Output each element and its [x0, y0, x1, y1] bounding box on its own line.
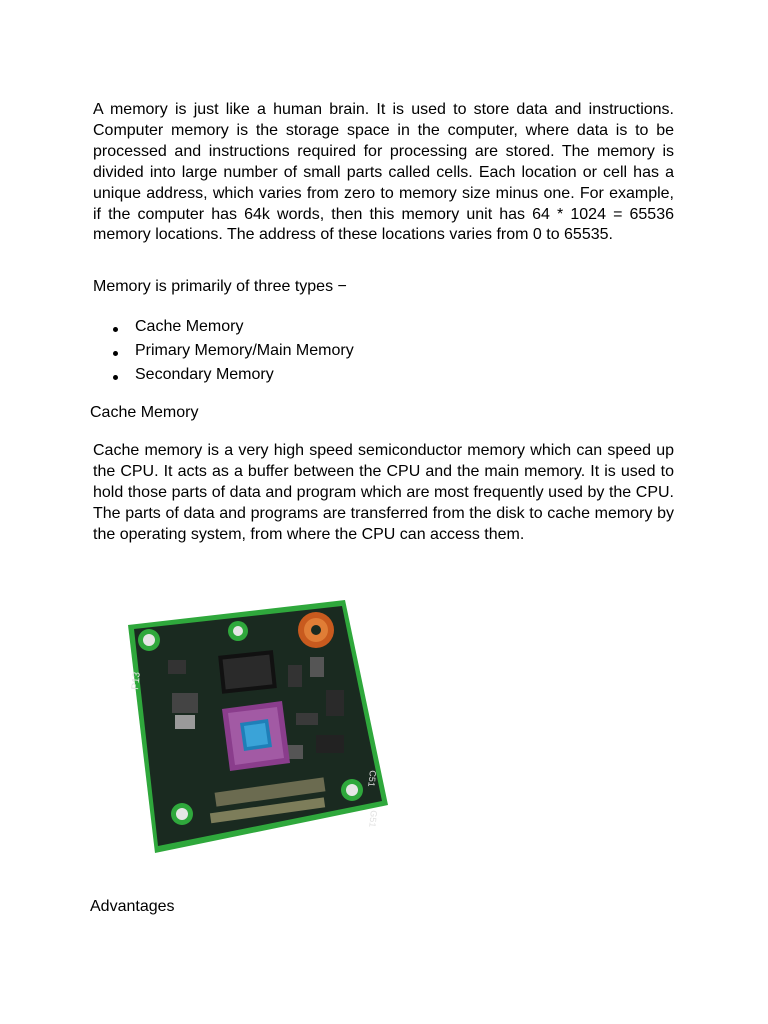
list-item — [93, 339, 354, 363]
board-label: P13 — [130, 671, 143, 691]
circuit-board-icon — [120, 595, 395, 857]
bullet-icon — [113, 351, 118, 356]
list-item — [93, 363, 354, 387]
advantages-heading: Advantages — [90, 898, 175, 915]
circuit-board-image — [120, 595, 395, 857]
bullet-icon — [113, 327, 118, 332]
cache-memory-paragraph: Cache memory is a very high speed semiconductor memory which can speed up the CPU. It acts as a buffer between the CPU and the main memory. It is used to hold those parts of data and program which are most frequently used by the CPU. The parts of data and programs are transferred from the disk to cache memory by the operating system, from where the CPU can access them. — [93, 442, 674, 543]
cache-memory-heading: Cache Memory — [90, 404, 199, 421]
memory-types-list — [93, 315, 354, 387]
list-item-label: Primary Memory/Main Memory — [135, 342, 354, 359]
list-item — [93, 315, 354, 339]
list-item-label: Cache Memory — [135, 318, 244, 335]
memory-types-intro: Memory is primarily of three types − — [93, 278, 347, 295]
board-label: G51 — [367, 809, 379, 828]
list-item-label: Secondary Memory — [135, 366, 274, 383]
board-label: C51 — [366, 769, 378, 788]
bullet-icon — [113, 375, 118, 380]
intro-paragraph: A memory is just like a human brain. It is used to store data and instructions. Computer memory is the storage space in the computer, where data is to be processed and instructions required for processing are stored. The memory is divided into large number of small parts called cells. Each location or cell has a unique address, which varies from zero to memory size minus one. For example, if the computer has 64k words, then this memory unit has 64 * 1024 = 65536 memory locations. The address of these locations varies from 0 to 65535. — [93, 101, 674, 244]
